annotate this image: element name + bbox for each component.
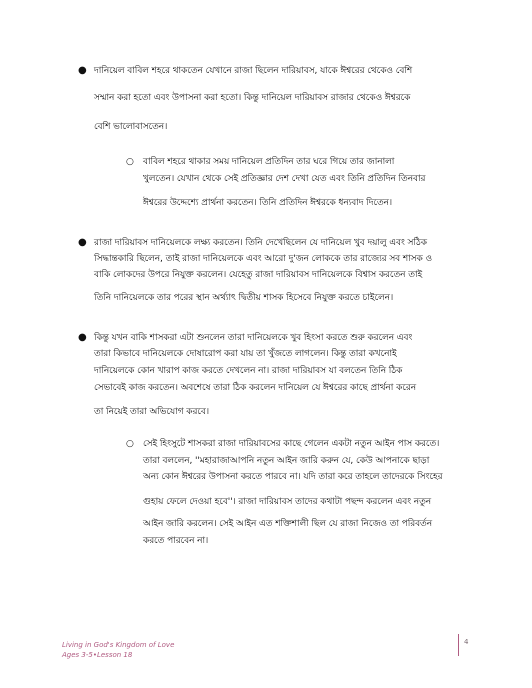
bullet-dot-icon: ● bbox=[78, 332, 87, 343]
text-line: কিন্তু যখন বাকি শাসকরা এটা শুনলেন তারা দানিয়েলকে খুব হিংসা করতে শুরু করলেন এবং bbox=[94, 333, 413, 343]
text-line: বেশি ভালোবাসতেন। bbox=[94, 122, 168, 132]
bullet-dot-icon: ● bbox=[78, 237, 87, 248]
footer-course-title: Living in God's Kingdom of Love bbox=[62, 641, 175, 649]
text-line: সেভাবেই কাজ করতেন। অবশেষে তারা ঠিক করলেন দানিয়েল যে ঈশ্বরের কাছে প্রার্থনা করেন bbox=[94, 383, 417, 393]
text-line: সিদ্ধান্তকারি ছিলেন, তাই রাজা দানিয়েলকে এবং আরো দু'জন লোককে তার রাজ্যের সব শাসক ও bbox=[94, 254, 432, 264]
text-line: করতে পারবেন না। bbox=[143, 536, 209, 546]
text-line: ঈশ্বরের উদ্দেশ্যে প্রার্থনা করতেন। তিনি প্রতিদিন ঈশ্বরকে ধন্যবাদ দিতেন। bbox=[143, 198, 393, 208]
page-number: 4 bbox=[464, 638, 469, 646]
text-line: দানিয়েল বাবিল শহরে থাকতেন যেখানে রাজা ছিলেন দারিয়াবস, যাকে ঈশ্বরের থেকেও বেশি bbox=[94, 66, 413, 76]
footer-lesson-label: Ages 3-5•Lesson 18 bbox=[62, 651, 133, 659]
text-line: বাকি লোকদের উপরে নিযুক্ত করলেন। যেহেতু রাজা দারিয়াবস দানিয়েলকে বিশ্বাস করতেন তাই bbox=[94, 270, 423, 280]
text-line: গুহায় ফেলে দেওয়া হবে''। রাজা দারিয়াবস তাদের কথাটা পছন্দ করলেন এবং নতুন bbox=[143, 497, 431, 507]
text-line: অন্য কোন ঈশ্বরের উপাসনা করতে পারবে না। যদি তারা করে তাহলে তাদেরকে সিংহের bbox=[143, 472, 443, 482]
text-line: সেই হিংসুটে শাসকরা রাজা দারিয়াবসের কাছে গেলেন একটা নতুন আইন পাস করতে। bbox=[143, 439, 440, 449]
text-line: দানিয়েলকে কোন খারাপ কাজ করতে দেখলেন না। রাজা দারিয়াবস যা বলতেন তিনি ঠিক bbox=[94, 366, 403, 376]
hollow-circle-bullet-icon: ○ bbox=[126, 439, 134, 449]
text-line: তা নিয়েই তারা অভিযোগ করবে। bbox=[94, 407, 209, 417]
text-line: বাবিল শহরে থাকার সময় দানিয়েল প্রতিদিন তার ঘরে গিয়ে তার জানালা bbox=[143, 157, 395, 167]
text-line: তিনি দানিয়েলকে তার পরের স্থান অর্থ্যাৎ দ্বিতীয় শাসক হিসেবে নিযুক্ত করতে চাইলেন। bbox=[94, 293, 394, 303]
footer-divider bbox=[458, 634, 459, 656]
text-line: তারা কিভাবে দানিয়েলকে দোষারোপ করা যায় তা খুঁজতে লাগলেন। কিন্তু তারা কখনোই bbox=[94, 349, 397, 359]
text-line: তারা বললেন, ''মহারাজাআপনি নতুন আইন জারি করুন যে, কেউ আপনাকে ছাড়া bbox=[143, 456, 430, 466]
bullet-dot-icon: ● bbox=[78, 65, 87, 76]
text-line: খুলতেন। যেখান থেকে সেই প্রতিজ্ঞার দেশ দেখা যেত এবং তিনি প্রতিদিন তিনবার bbox=[143, 174, 426, 184]
text-line: রাজা দারিয়াবস দানিয়েলকে লক্ষ্য করতেন। তিনি দেখেছিলেন যে দানিয়েল খুব দয়ালু এবং সঠিক bbox=[94, 238, 427, 248]
text-line: আইন জারি করলেন। সেই আইন এত শক্তিশালী ছিল যে রাজা নিজেও তা পরিবর্তন bbox=[143, 519, 432, 529]
text-line: সম্মান করা হতো এবং উপাসনা করা হতো। কিন্তু দানিয়েল দারিয়াবস রাজার থেকেও ঈশ্বরকে bbox=[94, 93, 411, 103]
footer-course-info bbox=[62, 640, 174, 660]
hollow-circle-bullet-icon: ○ bbox=[126, 157, 134, 167]
